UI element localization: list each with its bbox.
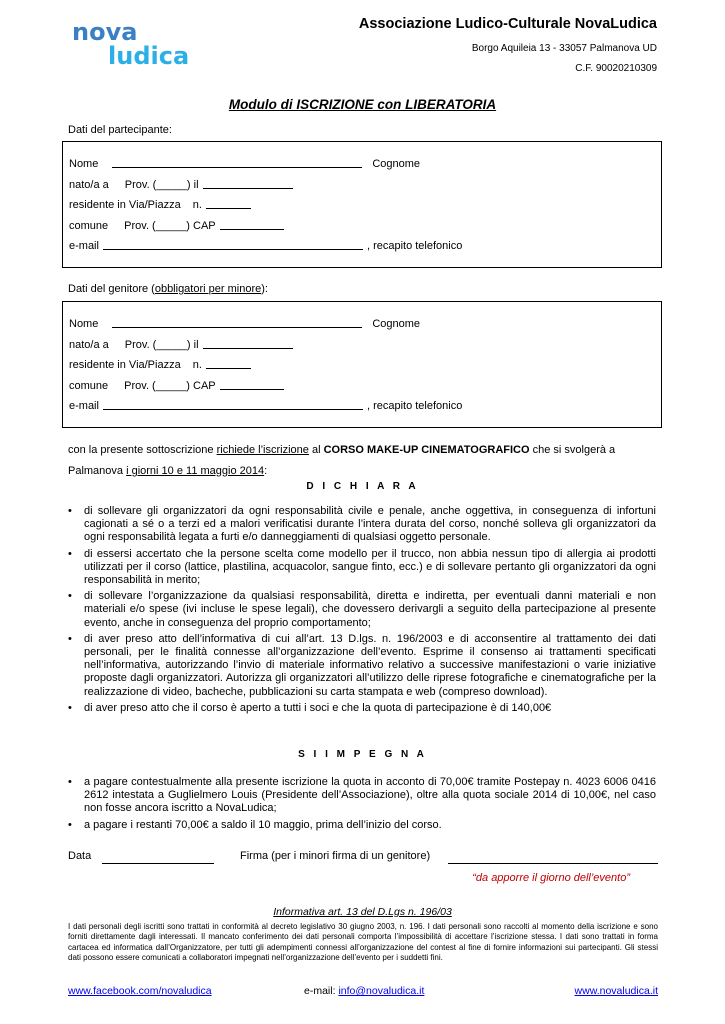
form-title: Modulo di ISCRIZIONE con LIBERATORIA bbox=[228, 97, 497, 112]
intro-part-1: con la presente sottoscrizione bbox=[68, 444, 217, 456]
participant-nato-label: nato/a a bbox=[69, 179, 109, 191]
organization-address: Borgo Aquileia 13 - 33057 Palmanova UD bbox=[471, 43, 657, 54]
participant-prov-cap-label: Prov. (_____) CAP bbox=[124, 220, 216, 232]
parent-residente-label: residente in Via/Piazza bbox=[69, 359, 181, 371]
parent-number-field[interactable] bbox=[206, 367, 251, 369]
parent-row-name bbox=[69, 316, 655, 330]
date-field[interactable] bbox=[102, 863, 214, 864]
dichiara-item: • di essersi accertato che la persone scelta come modello per il trucco, non abbia nessun tipo di allergia ai prodotti utilizzati per il corso (lattice, plastilina, acquacolor, sangue finto, ecc.) e di sollevare pertanto gli organizzatori da ogni responsabilità in merito; bbox=[62, 548, 656, 588]
impegna-heading: S I I M P E G N A bbox=[298, 749, 427, 760]
participant-row-address bbox=[69, 197, 655, 211]
data-label: Data bbox=[68, 850, 92, 862]
participant-number-field[interactable] bbox=[206, 207, 251, 209]
signature-row bbox=[68, 848, 658, 864]
facebook-link[interactable]: www.facebook.com/novaludica bbox=[68, 985, 212, 997]
participant-row-city bbox=[69, 218, 655, 232]
participant-row-name bbox=[69, 156, 655, 170]
impegna-item: • a pagare i restanti 70,00€ a saldo il 10 maggio, prima dell’inizio del corso. bbox=[62, 819, 656, 832]
parent-label-underlined: obbligatori per minore bbox=[154, 283, 262, 295]
dichiara-list bbox=[62, 505, 656, 718]
email-label: e-mail: bbox=[304, 985, 339, 997]
website-link[interactable]: www.novaludica.it bbox=[574, 985, 658, 997]
dichiara-item: • di aver preso atto che il corso è aperto a tutti i soci e che la quota di partecipazione è di 140,00€ bbox=[62, 702, 656, 715]
parent-nome-field[interactable] bbox=[112, 326, 362, 328]
intro-part-5: che si svolgerà a Palmanova bbox=[68, 444, 616, 477]
participant-prov-il-label: Prov. (_____) il bbox=[124, 179, 199, 191]
impegna-item: • a pagare contestualmente alla presente iscrizione la quota in acconto di 70,00€ tramite Postepay n. 4023 6006 0416 2612 intestata a Guglielmero Louis (Presidente dell’Associazione), oltre alla quota sociale 2014 di 10,00€, nel caso non fosse ancora iscritto a NovaLudica; bbox=[62, 776, 656, 816]
participant-cap-field[interactable] bbox=[220, 228, 284, 230]
intro-paragraph bbox=[68, 440, 656, 482]
parent-row-address bbox=[69, 357, 655, 371]
parent-cognome-label: Cognome bbox=[372, 318, 421, 330]
privacy-title: Informativa art. 13 del D.Lgs n. 196/03 bbox=[273, 906, 452, 918]
participant-section-label: Dati del partecipante: bbox=[68, 124, 172, 136]
firma-label: Firma (per i minori firma di un genitore) bbox=[240, 850, 431, 862]
parent-label-suffix: ): bbox=[261, 283, 268, 295]
parent-row-contact bbox=[69, 398, 655, 412]
signature-note: “da apporre il giorno dell’evento” bbox=[472, 872, 630, 884]
participant-n-label: n. bbox=[192, 199, 202, 211]
signature-field[interactable] bbox=[448, 863, 658, 864]
parent-label-prefix: Dati del genitore ( bbox=[68, 283, 155, 295]
participant-nome-field[interactable] bbox=[112, 166, 362, 168]
intro-richiede: richiede l’iscrizione bbox=[216, 444, 309, 456]
participant-email-field[interactable] bbox=[103, 248, 363, 250]
parent-cap-field[interactable] bbox=[220, 388, 284, 390]
parent-comune-label: comune bbox=[69, 380, 109, 392]
parent-prov-cap-label: Prov. (_____) CAP bbox=[124, 380, 216, 392]
participant-box bbox=[62, 141, 662, 268]
parent-box bbox=[62, 301, 662, 428]
participant-row-contact bbox=[69, 238, 655, 252]
participant-comune-label: comune bbox=[69, 220, 109, 232]
dichiara-item: • di sollevare gli organizzatori da ogni responsabilità civile e penale, anche oggettiva, in conseguenza di infortuni cagionati a sé o a terzi ed a malori verificatisi durante l’intera durata del corso, nonché solleva gli organizzatori da ogni responsabilità legata a furti e/o danneggiamenti di qualsiasi oggetto personale. bbox=[62, 505, 656, 545]
parent-email-field[interactable] bbox=[103, 408, 363, 410]
parent-row-birth bbox=[69, 337, 655, 351]
intro-course-name: CORSO MAKE-UP CINEMATOGRAFICO bbox=[323, 444, 530, 456]
parent-email-label: e-mail bbox=[69, 400, 99, 412]
footer-email bbox=[304, 985, 424, 997]
privacy-text: I dati personali degli iscritti sono trattati in conformità al decreto legislativo 30 giugno 2003, n. 196. I dati personali sono raccolti al momento della iscrizione e sono forniti direttamente dagli interessati. Il mancato conferimento dei dati personali comporta l’impossibilità di accettare l’iscrizione stessa. I dati sono trattati in forma cartacea ed informatica dall’Organizzatore, per tutti gli adempimenti connessi all’organizzazione del contest al fine di fornire informazioni sui partecipanti. Gli stessi dati possono essere comunicati a collaboratori impegnati nell’organizzazione dell’evento per i suddetti fini. bbox=[68, 922, 658, 962]
logo-text-nova: nova bbox=[72, 18, 138, 46]
parent-n-label: n. bbox=[192, 359, 202, 371]
dichiara-heading: D I C H I A R A bbox=[306, 481, 419, 492]
impegna-list bbox=[62, 776, 656, 835]
organization-tax-code: C.F. 90020210309 bbox=[575, 63, 657, 74]
organization-name: Associazione Ludico-Culturale NovaLudica bbox=[358, 16, 657, 32]
logo-text-ludica: ludica bbox=[108, 42, 190, 68]
parent-recapito-label: , recapito telefonico bbox=[366, 400, 463, 412]
participant-email-label: e-mail bbox=[69, 240, 99, 252]
participant-row-birth bbox=[69, 177, 655, 191]
parent-nome-label: Nome bbox=[69, 318, 99, 330]
participant-nome-label: Nome bbox=[69, 158, 99, 170]
intro-part-7: : bbox=[264, 465, 268, 477]
participant-birthdate-field[interactable] bbox=[203, 187, 293, 189]
intro-part-3: al bbox=[308, 444, 324, 456]
parent-nato-label: nato/a a bbox=[69, 339, 109, 351]
participant-recapito-label: , recapito telefonico bbox=[366, 240, 463, 252]
dichiara-item: • di aver preso atto dell’informativa di cui all’art. 13 D.lgs. n. 196/2003 e di acconsentire al trattamento dei dati personali, per le finalità connesse all’organizzazione dell’evento. Esprime il consenso ai trattamenti specificati nell’informativa, autorizzando l’invio di materiale informativo relativo a successive manifestazioni o varie iniziative proposte dagli organizzatori. Autorizza gli organizzatori all’utilizzo delle riprese fotografiche e cinematografiche per la realizzazione di video, bacheche, pubblicazioni su carta stampata e web (compreso download). bbox=[62, 633, 656, 699]
email-link[interactable]: info@novaludica.it bbox=[338, 985, 425, 997]
intro-dates: i giorni 10 e 11 maggio 2014 bbox=[126, 465, 265, 477]
parent-row-city bbox=[69, 378, 655, 392]
parent-prov-il-label: Prov. (_____) il bbox=[124, 339, 199, 351]
parent-section-label bbox=[68, 283, 268, 295]
participant-residente-label: residente in Via/Piazza bbox=[69, 199, 181, 211]
dichiara-item: • di sollevare l’organizzazione da qualsiasi responsabilità, diretta e indiretta, per eventuali danni materiali e non materiali e/o spese (ivi incluse le spese legali), che dovessero derivargli a seguito della partecipazione al presente evento, anche in conseguenza del proprio comportamento; bbox=[62, 590, 656, 630]
parent-birthdate-field[interactable] bbox=[203, 347, 293, 349]
novaludica-logo bbox=[70, 18, 220, 68]
participant-cognome-label: Cognome bbox=[372, 158, 421, 170]
